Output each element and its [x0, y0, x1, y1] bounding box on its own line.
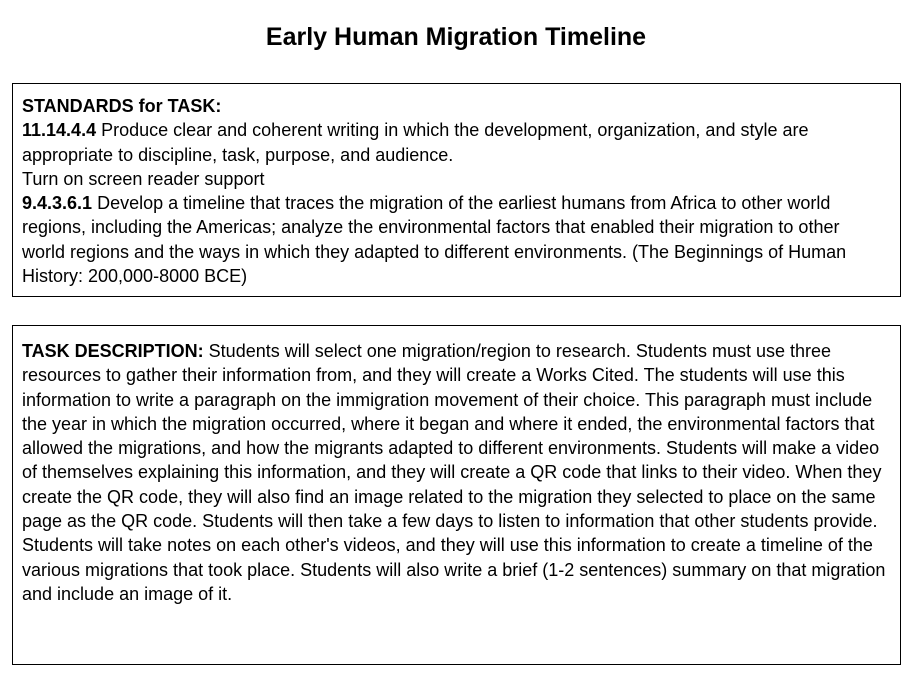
task-description	[22, 339, 887, 606]
standard-code: 11.14.4.4	[22, 120, 97, 141]
standard-text: Produce clear and coherent writing in which the development, organization, and style are appropriate to discipline, task, purpose, and audience.	[22, 120, 809, 165]
screen-reader-support-link[interactable]: Turn on screen reader support	[22, 168, 265, 189]
standard-code: 9.4.3.6.1	[22, 193, 93, 214]
task-description-box	[12, 325, 901, 665]
standards-box	[12, 83, 901, 297]
standards-heading: STANDARDS for TASK:	[22, 96, 222, 116]
task-heading: TASK DESCRIPTION:	[22, 341, 204, 361]
standard-text: Develop a timeline that traces the migration of the earliest humans from Africa to other world regions, including the Americas; analyze the environmental factors that enabled their migration to other world regions and the ways in which they adapted to different environments. (The Beginnings of Human History: 200,000-8000 BCE)	[22, 193, 847, 287]
standard-item-11-14-4-4	[22, 118, 887, 167]
standard-item-9-4-3-6-1	[22, 191, 887, 288]
task-text: Students will select one migration/region to research. Students must use three resources to gather their information from, and they will create a Works Cited. The students will use this information to write a paragraph on the immigration movement of their choice. This paragraph must include the year in which the migration occurred, where it began and where it ended, the environmental factors that allowed the migrations, and how the migrants adapted to different environments. Students will make a video of themselves explaining this information, and they will create a QR code that links to their video. When they create the QR code, they will also find an image related to the migration they selected to place on the same page as the QR code. Students will then take a few days to listen to information that other students provide. Students will take notes on each other's videos, and they will use this information to create a timeline of the various migrations that took place. Students will also write a brief (1-2 sentences) summary on that migration and include an image of it.	[22, 341, 886, 604]
page-title: Early Human Migration Timeline	[265, 23, 647, 51]
